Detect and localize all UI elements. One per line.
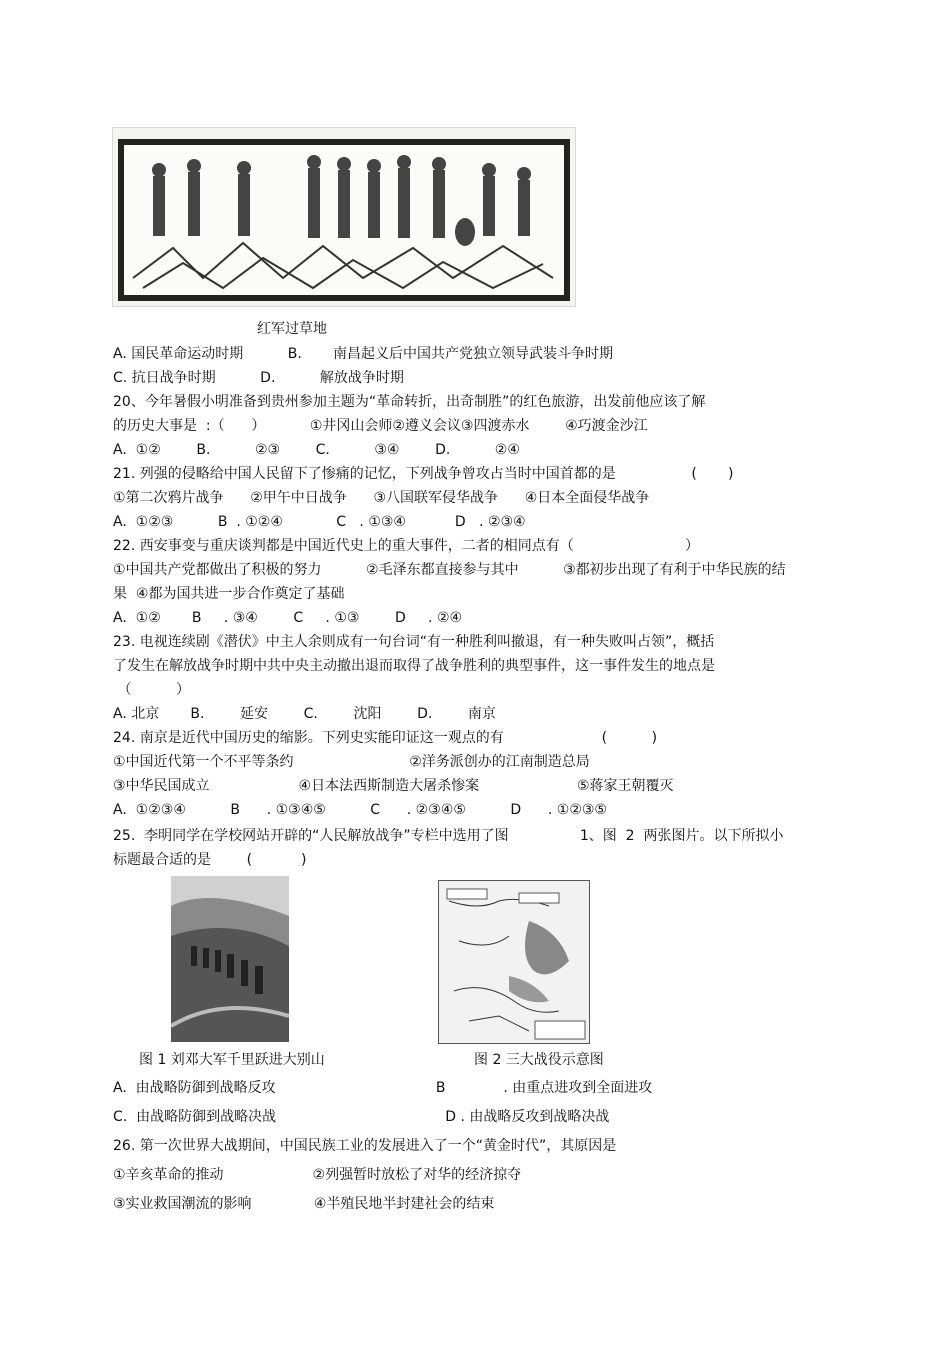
question-26-items-cont: ③实业救国潮流的影响 ④半殖民地半封建社会的结束 bbox=[113, 1196, 495, 1212]
question-20-stem-cont: 的历史大事是 :（ ） ①井冈山会师②遵义会议③四渡赤水 ④巧渡金沙江 bbox=[113, 418, 648, 434]
question-21-stem: 21. 列强的侵略给中国人民留下了惨痛的记忆，下列战争曾攻占当时中国首都的是 ( ) bbox=[113, 466, 734, 482]
question-22-options: A. ①② B . ③④ C . ①③ D . ②④ bbox=[113, 610, 463, 626]
marching-troops-photo bbox=[171, 876, 289, 1042]
question-24-options: A. ①②③④ B . ①③④⑤ C . ②③④⑤ D . ①②③⑤ bbox=[113, 802, 607, 818]
question-25-stem-cont: 标题最合适的是 ( ) bbox=[113, 852, 307, 868]
sketch-drawing bbox=[113, 128, 575, 306]
question-25-stem: 25. 李明同学在学校网站开辟的“人民解放战争”专栏中选用了图 1、图 2 两张图片。以下所拟小 bbox=[113, 828, 784, 844]
figure-1-caption: 图 1 刘邓大军千里跃进大别山 bbox=[139, 1052, 325, 1068]
question-26-items: ①辛亥革命的推动 ②列强暂时放松了对华的经济掠夺 bbox=[113, 1167, 522, 1183]
figure-2-caption: 图 2 三大战役示意图 bbox=[474, 1052, 604, 1068]
question-23-answer-blank: （ ） bbox=[113, 682, 190, 698]
question-23-stem-cont: 了发生在解放战争时期中共中央主动撤出退而取得了战争胜利的典型事件，这一事件发生的地点是 bbox=[113, 658, 715, 674]
question-21-options: A. ①②③ B . ①②④ C . ①③④ D . ②③④ bbox=[113, 514, 526, 530]
question-23-options: A. 北京 B. 延安 C. 沈阳 D. 南京 bbox=[113, 706, 496, 722]
question-25-option-cd: C. 由战略防御到战略决战 D . 由战略反攻到战略决战 bbox=[113, 1109, 610, 1125]
question-21-items: ①第二次鸦片战争 ②甲午中日战争 ③八国联军侵华战争 ④日本全面侵华战争 bbox=[113, 490, 650, 506]
question-26-stem: 26. 第一次世界大战期间，中国民族工业的发展进入了一个“黄金时代”，其原因是 bbox=[113, 1138, 617, 1154]
question-22-items: ①中国共产党都做出了积极的努力 ②毛泽东都直接参与其中 ③都初步出现了有利于中华民族的结 bbox=[113, 562, 786, 578]
three-campaigns-map bbox=[439, 881, 589, 1043]
question-24-items-cont: ③中华民国成立 ④日本法西斯制造大屠杀惨案 ⑤蒋家王朝覆灭 bbox=[113, 778, 674, 794]
question-19-option-ab: A. 国民革命运动时期 B. 南昌起义后中国共产党独立领导武装斗争时期 bbox=[113, 346, 613, 362]
question-19-option-cd: C. 抗日战争时期 D. 解放战争时期 bbox=[113, 370, 404, 386]
figure-2-map bbox=[438, 880, 590, 1044]
image-caption: 红军过草地 bbox=[257, 321, 327, 337]
question-22-stem: 22. 西安事变与重庆谈判都是中国近代史上的重大事件，二者的相同点有（ ） bbox=[113, 538, 699, 554]
question-24-items: ①中国近代第一个不平等条约 ②洋务派创办的江南制造总局 bbox=[113, 754, 590, 770]
figure-1-photo bbox=[171, 876, 289, 1042]
question-24-stem: 24. 南京是近代中国历史的缩影。下列史实能印证这一观点的有 ( ) bbox=[113, 730, 658, 746]
question-23-stem: 23. 电视连续剧《潜伏》中主人余则成有一句台词“有一种胜利叫撤退，有一种失败叫占领”，概括 bbox=[113, 634, 715, 650]
red-army-grassland-sketch bbox=[112, 127, 576, 307]
question-25-option-ab: A. 由战略防御到战略反攻 B . 由重点进攻到全面进攻 bbox=[113, 1080, 653, 1096]
question-20-stem: 20、今年暑假小明准备到贵州参加主题为“革命转折，出奇制胜”的红色旅游，出发前他应该了解 bbox=[113, 394, 706, 410]
question-20-options: A. ①② B. ②③ C. ③④ D. ②④ bbox=[113, 442, 520, 458]
question-22-items-cont: 果 ④都为国共进一步合作奠定了基础 bbox=[113, 586, 345, 602]
